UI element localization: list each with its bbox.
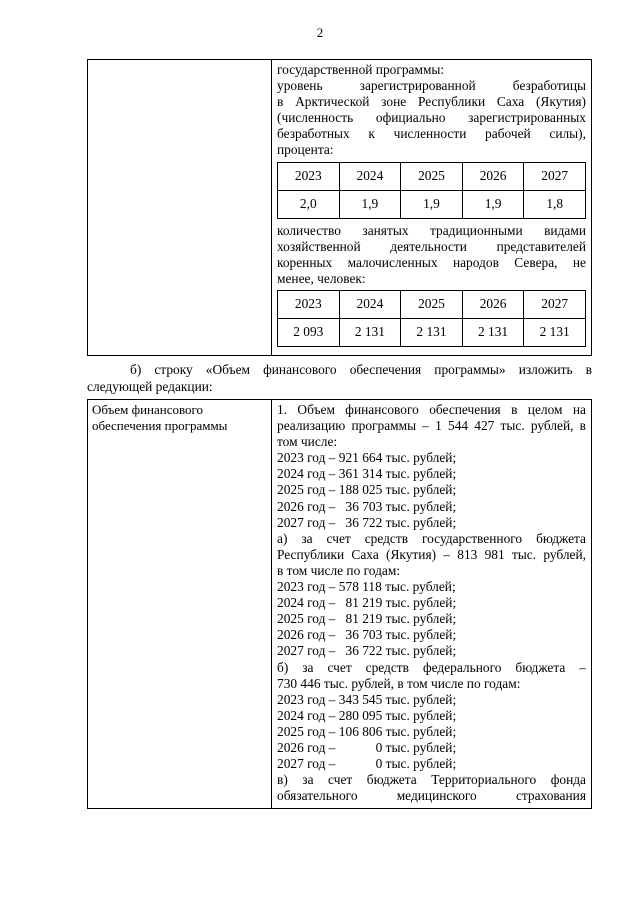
table-cell: 2024: [339, 290, 401, 318]
text-line: менее, человек:: [277, 270, 366, 286]
text-line: 2027 год – 0 тыс. рублей;: [277, 756, 457, 772]
instruction-paragraph: [87, 362, 592, 395]
page-number: 2: [316, 25, 324, 40]
financing-label-1: Объем финансового: [92, 402, 204, 417]
table-cell: 2023: [278, 162, 340, 190]
program-table-continued: [87, 59, 592, 356]
text-line: обязательного медицинского страхования: [277, 788, 586, 804]
text-line: а) за счет средств государственного бюджета: [277, 530, 586, 546]
table-cell: 2027: [524, 162, 586, 190]
text-line: (численность официально зарегистрированных: [277, 110, 586, 126]
text-line: 2023 год – 921 664 тыс. рублей;: [277, 450, 457, 466]
table-cell: 2 131: [524, 318, 586, 346]
table-cell: 2 131: [339, 318, 401, 346]
table-cell: 1,8: [524, 190, 586, 218]
financing-text: [277, 402, 586, 804]
table-cell: 2025: [401, 162, 463, 190]
text-line: 2026 год – 36 703 тыс. рублей;: [277, 498, 457, 514]
text-line: в Арктической зоне Республики Саха (Якутия): [277, 94, 586, 110]
right-cell-indicators: [272, 60, 592, 356]
text-line: 2023 год – 343 545 тыс. рублей;: [277, 691, 457, 707]
table-cell: 2,0: [278, 190, 340, 218]
text-line: в том числе по годам:: [277, 562, 401, 578]
text-line: 2023 год – 578 118 тыс. рублей;: [277, 579, 456, 595]
text-line: количество занятых традиционными видами: [277, 222, 586, 238]
text-line: безработных к численности рабочей силы),: [277, 126, 586, 142]
table-cell: 2 093: [278, 318, 340, 346]
table-cell: 1,9: [462, 190, 524, 218]
table-cell: 2024: [339, 162, 401, 190]
text-line: 2027 год – 36 722 тыс. рублей;: [277, 514, 457, 530]
financing-label-2: обеспечения программы: [92, 418, 228, 433]
unemployment-values-row: [278, 190, 586, 218]
instruction-line-2: следующей редакции:: [87, 378, 213, 394]
text-line: реализацию программы – 1 544 427 тыс. рублей, в: [277, 418, 586, 434]
text-line: 2026 год – 36 703 тыс. рублей;: [277, 627, 457, 643]
table-cell: 2026: [462, 290, 524, 318]
employed-years-row: [278, 290, 586, 318]
left-cell-empty: [88, 60, 272, 356]
text-line: 730 446 тыс. рублей, в том числе по годам:: [277, 675, 521, 691]
text-line: 2024 год – 280 095 тыс. рублей;: [277, 707, 457, 723]
table-cell: 1,9: [339, 190, 401, 218]
text-line: 2025 год – 106 806 тыс. рублей;: [277, 723, 457, 739]
text-line: 2024 год – 81 219 тыс. рублей;: [277, 595, 457, 611]
text-line: 2026 год – 0 тыс. рублей;: [277, 739, 457, 755]
text-line: 2024 год – 361 314 тыс. рублей;: [277, 466, 457, 482]
table-cell: 2027: [524, 290, 586, 318]
financing-table: [87, 399, 592, 809]
text-line: 1. Объем финансового обеспечения в целом на: [277, 402, 586, 417]
text-line: хозяйственной деятельности представителей: [277, 238, 586, 254]
indicator-text-2: [277, 223, 586, 287]
text-line: в) за счет бюджета Территориального фонда: [277, 772, 586, 788]
financing-details-cell: [272, 400, 592, 809]
text-line: коренных малочисленных народов Севера, не: [277, 254, 586, 270]
unemployment-table: [277, 162, 586, 219]
financing-label-cell: [88, 400, 272, 809]
text-line: том числе:: [277, 434, 338, 450]
instruction-line-1: б) строку «Объем финансового обеспечения программы» изложить в: [130, 362, 592, 377]
employed-values-row: [278, 318, 586, 346]
indicator-text-1: [277, 62, 586, 159]
text-line: процента:: [277, 142, 334, 158]
text-line: 2025 год – 188 025 тыс. рублей;: [277, 482, 457, 498]
text-line: б) за счет средств федерального бюджета –: [277, 659, 586, 675]
unemployment-years-row: [278, 162, 586, 190]
table-cell: 2025: [401, 290, 463, 318]
table-cell: 2 131: [462, 318, 524, 346]
text-line: 2025 год – 81 219 тыс. рублей;: [277, 611, 457, 627]
employed-table: [277, 290, 586, 347]
table-cell: 2023: [278, 290, 340, 318]
text-line: государственной программы:: [277, 62, 445, 77]
table-cell: 2026: [462, 162, 524, 190]
table-cell: 1,9: [401, 190, 463, 218]
text-line: Республики Саха (Якутия) – 813 981 тыс. рублей,: [277, 546, 586, 562]
table-cell: 2 131: [401, 318, 463, 346]
text-line: уровень зарегистрированной безработицы: [277, 78, 586, 94]
text-line: 2027 год – 36 722 тыс. рублей;: [277, 643, 457, 659]
